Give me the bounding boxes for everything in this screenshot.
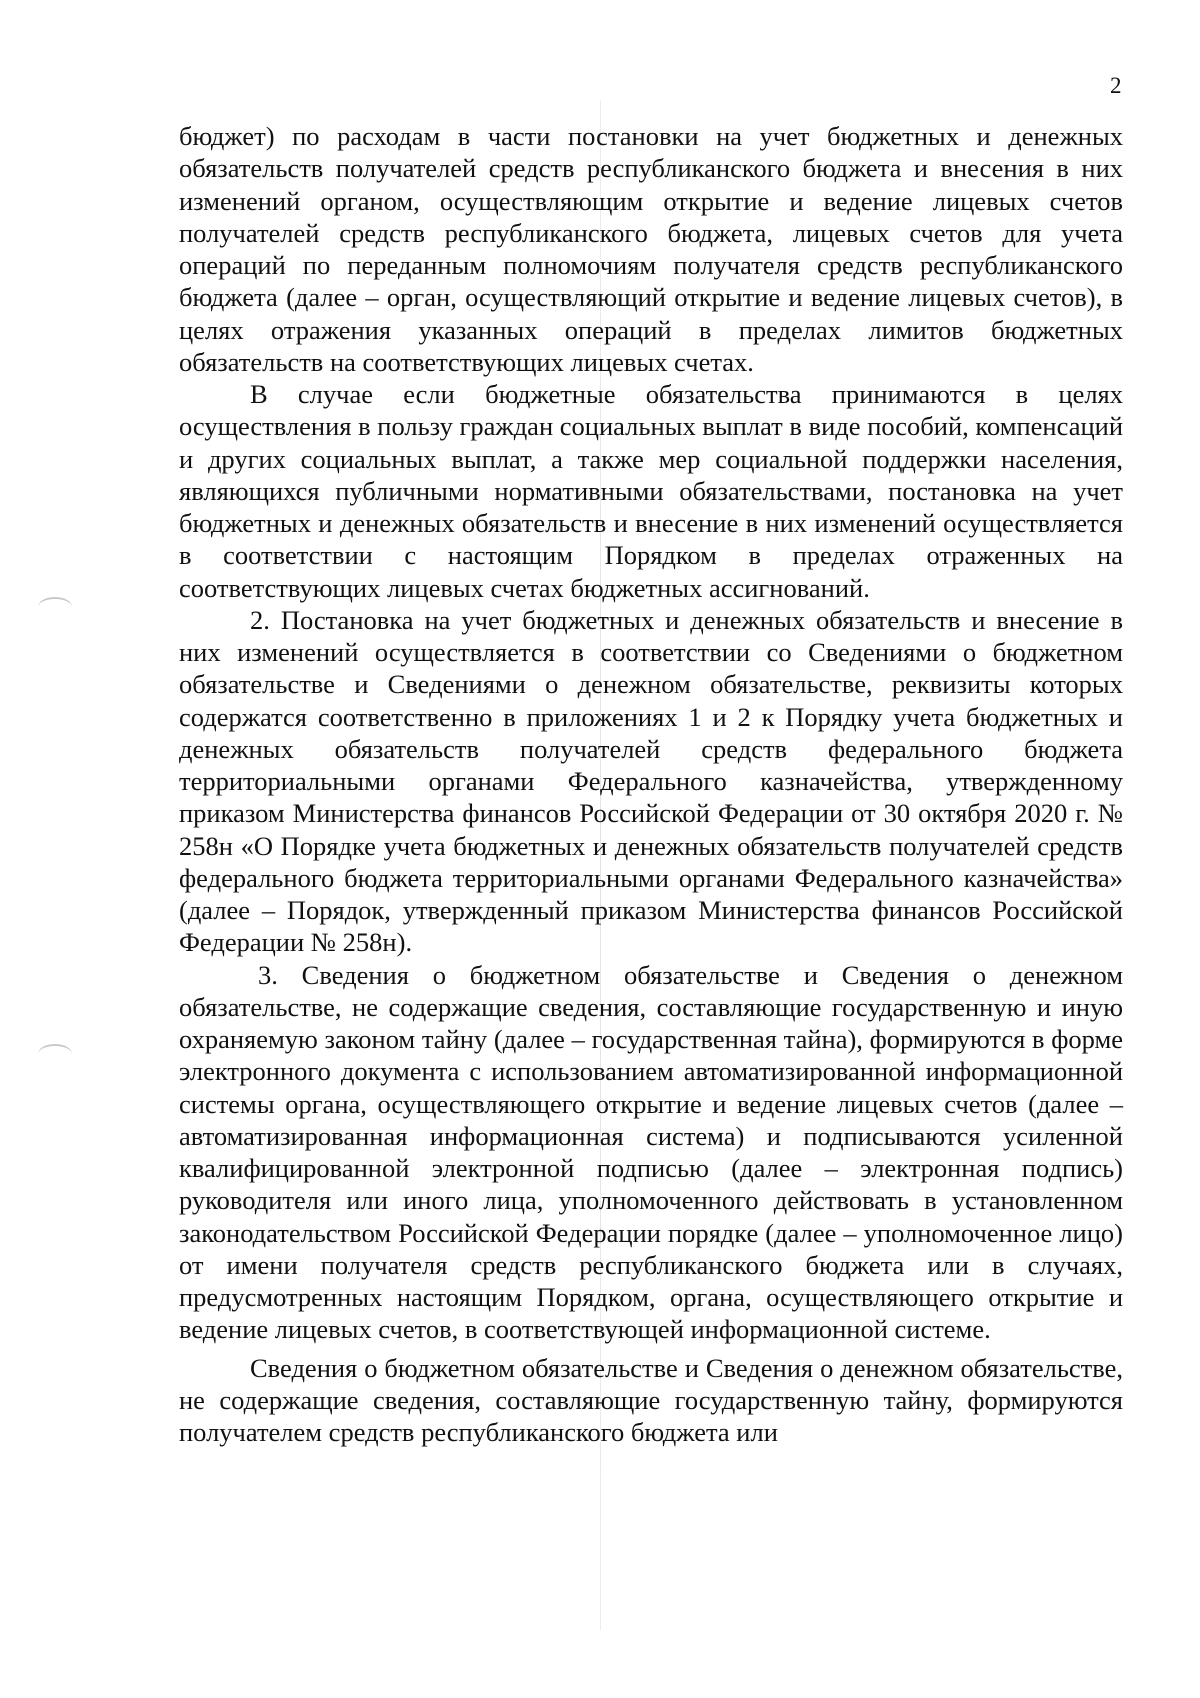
document-text <box>179 120 1123 1448</box>
paragraph-social-payments: В случае если бюджетные обязательства принимаются в целях осуществления в пользу граждан социальных выплат в виде пособий, компенсаций и других социальных выплат, а также мер социальной поддержки населения, являющихся публичными нормативными обязательствами, постановка на учет бюджетных и денежных обязательств и внесение в них изменений осуществляется в соответствии с настоящим Порядком в пределах отраженных на соответствующих лицевых счетах бюджетных ассигнований. <box>179 379 1123 603</box>
paragraph-continuation: бюджет) по расходам в части постановки на учет бюджетных и денежных обязательств получателей средств республиканского бюджета и внесения в них изменений органом, осуществляющим открытие и ведение лицевых счетов получателей средств республиканского бюджета, лицевых счетов для учета операций по переданным полномочиям получателя средств республиканского бюджета (далее – орган, осуществляющий открытие и ведение лицевых счетов), в целях отражения указанных операций в пределах лимитов бюджетных обязательств на соответствующих лицевых счетах. <box>179 121 1123 377</box>
paragraph-item-3: 3. Сведения о бюджетном обязательстве и Сведения о денежном обязательстве, не содержащие сведения, составляющие государственную и иную охраняемую законом тайну (далее – государственная тайна), формируются в форме электронного документа с использованием автоматизированной информационной системы органа, осуществляющего открытие и ведение лицевых счетов (далее – автоматизированная информационная система) и подписываются усиленной квалифицированной электронной подписью (далее – электронная подпись) руководителя или иного лица, уполномоченного действовать в установленном законодательством Российской Федерации порядке (далее – уполномоченное лицо) от имени получателя средств республиканского бюджета или в случаях, предусмотренных настоящим Порядком, органа, осуществляющего открытие и ведение лицевых счетов, в соответствующей информационной системе. <box>179 959 1123 1345</box>
paragraph-item-2: 2. Постановка на учет бюджетных и денежных обязательств и внесение в них изменений осуществляется в соответствии со Сведениями о бюджетном обязательстве и Сведениями о денежном обязательстве, реквизиты которых содержатся соответственно в приложениях 1 и 2 к Порядку учета бюджетных и денежных обязательств получателей средств федерального бюджета территориальными органами Федерального казначейства, утвержденному приказом Министерства финансов Российской Федерации от 30 октября 2020 г. № 258н «О Порядке учета бюджетных и денежных обязательств получателей средств федерального бюджета территориальными органами Федерального казначейства» (далее – Порядок, утвержденный приказом Министерства финансов Российской Федерации № 258н). <box>179 604 1123 958</box>
paragraph-state-secret-info: Сведения о бюджетном обязательстве и Сведения о денежном обязательстве, не содержащие сведения, составляющие государственную тайну, формируются получателем средств республиканского бюджета или <box>179 1352 1123 1447</box>
punch-hole-mark-upper <box>38 597 72 617</box>
page-number: 2 <box>1110 73 1122 98</box>
punch-hole-mark-lower <box>38 1044 72 1064</box>
